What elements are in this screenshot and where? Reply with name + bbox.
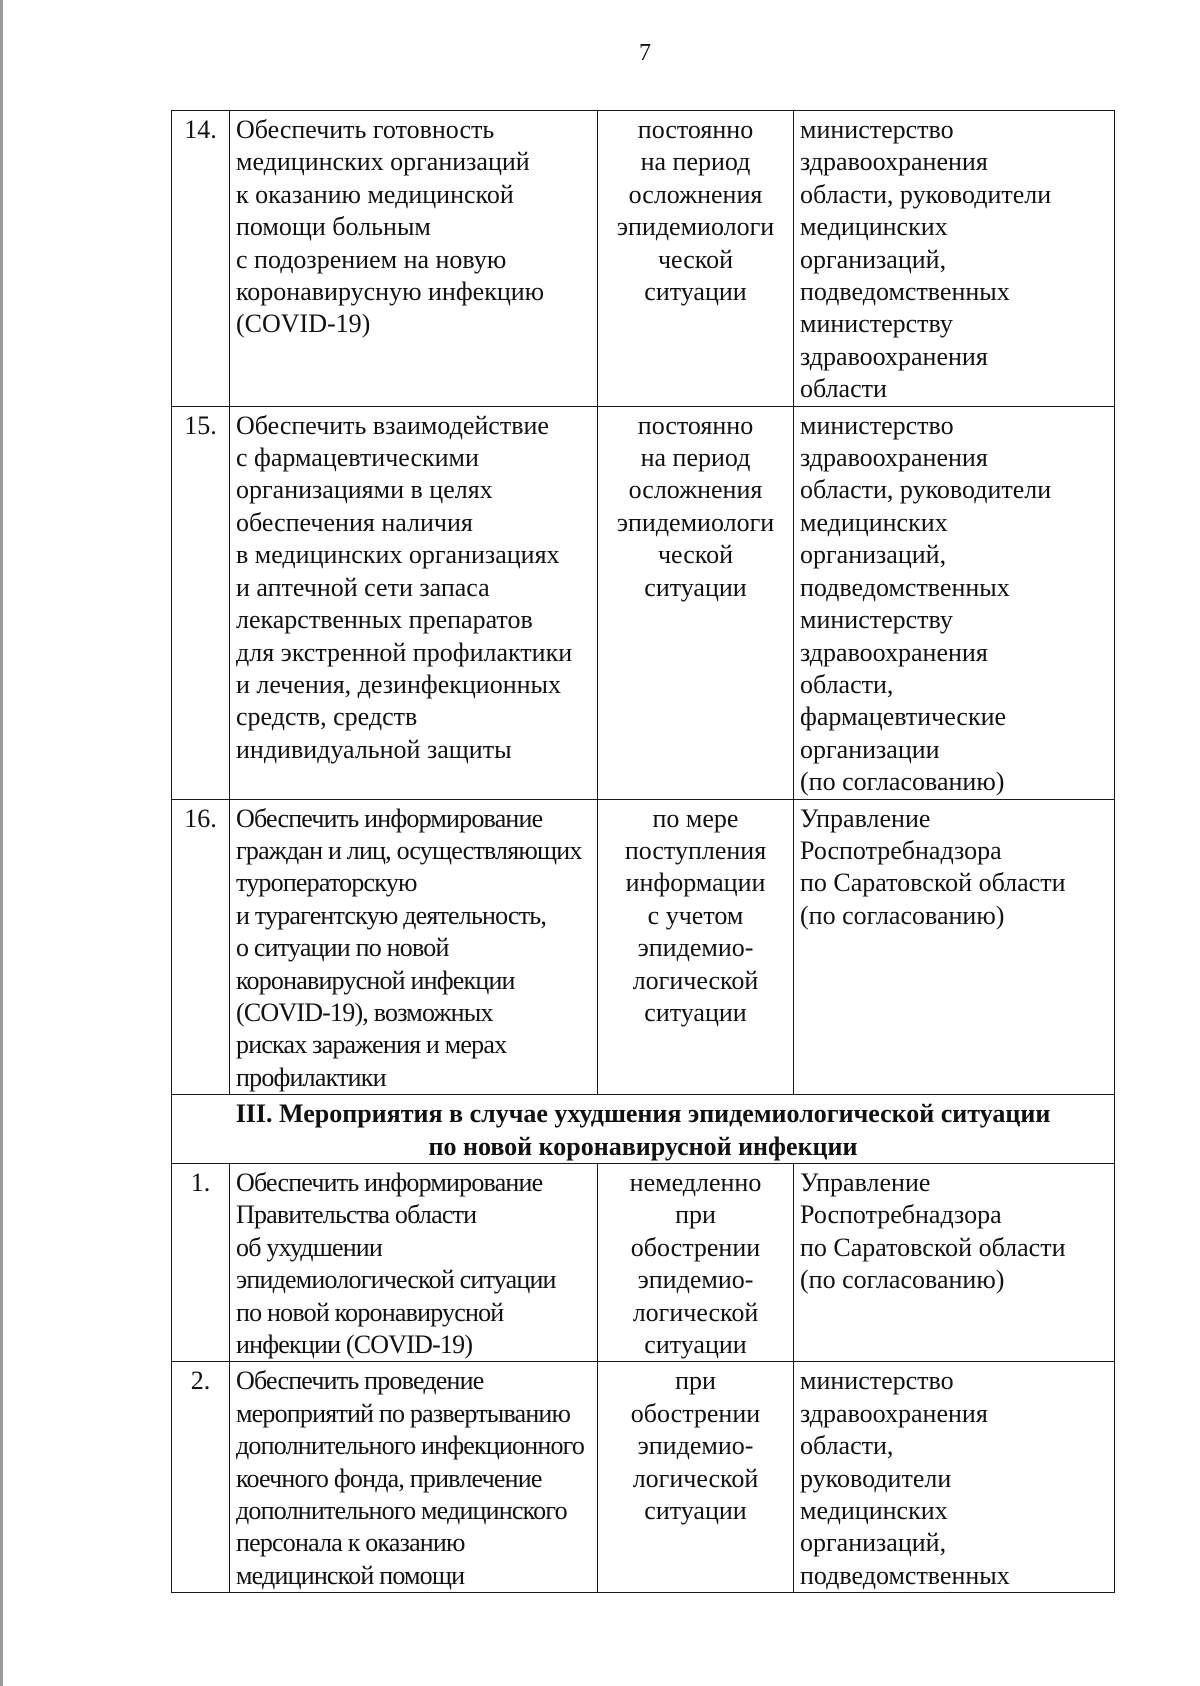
task-cell: Обеспечить информирование граждан и лиц, осуществляющих туроператорскую и турагентскую деятельность, о ситуации по новой коронавирусной инфекции (COVID-19), возможных рисках заражения и мерах профилактики: [230, 799, 598, 1095]
term-cell: постоянно на период осложнения эпидемиологи ческой ситуации: [598, 406, 794, 799]
row-number: 2.: [172, 1362, 230, 1593]
row-number: 16.: [172, 799, 230, 1095]
table-row: [172, 406, 1115, 799]
table-row: [172, 799, 1115, 1095]
term-cell: постоянно на период осложнения эпидемиологи ческой ситуации: [598, 111, 794, 407]
section-title: III. Мероприятия в случае ухудшения эпидемиологической ситуации по новой коронавирусной инфекции: [172, 1095, 1115, 1164]
term-cell: по мере поступления информации с учетом эпидемио- логической ситуации: [598, 799, 794, 1095]
row-number: 14.: [172, 111, 230, 407]
responsible-cell: Управление Роспотребнадзора по Саратовской области (по согласованию): [794, 1164, 1115, 1362]
responsible-cell: министерство здравоохранения области, руководители медицинских организаций, подведомственных: [794, 1362, 1115, 1593]
task-cell: Обеспечить информирование Правительства области об ухудшении эпидемиологической ситуации по новой коронавирусной инфекции (COVID-19): [230, 1164, 598, 1362]
task-cell: Обеспечить готовность медицинских организаций к оказанию медицинской помощи больным с подозрением на новую коронавирусную инфекцию (COVID-19): [230, 111, 598, 407]
table-row: [172, 1164, 1115, 1362]
row-number: 1.: [172, 1164, 230, 1362]
measures-table: [171, 110, 1115, 1593]
page-number: 7: [639, 40, 651, 66]
scan-left-edge: [0, 0, 3, 1686]
task-cell: Обеспечить взаимодействие с фармацевтическими организациями в целях обеспечения наличия в медицинских организациях и аптечной сети запаса лекарственных препаратов для экстренной профилактики и лечения, дезинфекционных средств, средств индивидуальной защиты: [230, 406, 598, 799]
term-cell: немедленно при обострении эпидемио- логической ситуации: [598, 1164, 794, 1362]
responsible-cell: министерство здравоохранения области, руководители медицинских организаций, подведомственных министерству здравоохранения области, фармацевтические организации (по согласованию): [794, 406, 1115, 799]
responsible-cell: Управление Роспотребнадзора по Саратовской области (по согласованию): [794, 799, 1115, 1095]
row-number: 15.: [172, 406, 230, 799]
task-cell: Обеспечить проведение мероприятий по развертыванию дополнительного инфекционного коечного фонда, привлечение дополнительного медицинского персонала к оказанию медицинской помощи: [230, 1362, 598, 1593]
table-row: [172, 1362, 1115, 1593]
table-row: [172, 111, 1115, 407]
section-header-row: [172, 1095, 1115, 1164]
term-cell: при обострении эпидемио- логической ситуации: [598, 1362, 794, 1593]
responsible-cell: министерство здравоохранения области, руководители медицинских организаций, подведомственных министерству здравоохранения области: [794, 111, 1115, 407]
